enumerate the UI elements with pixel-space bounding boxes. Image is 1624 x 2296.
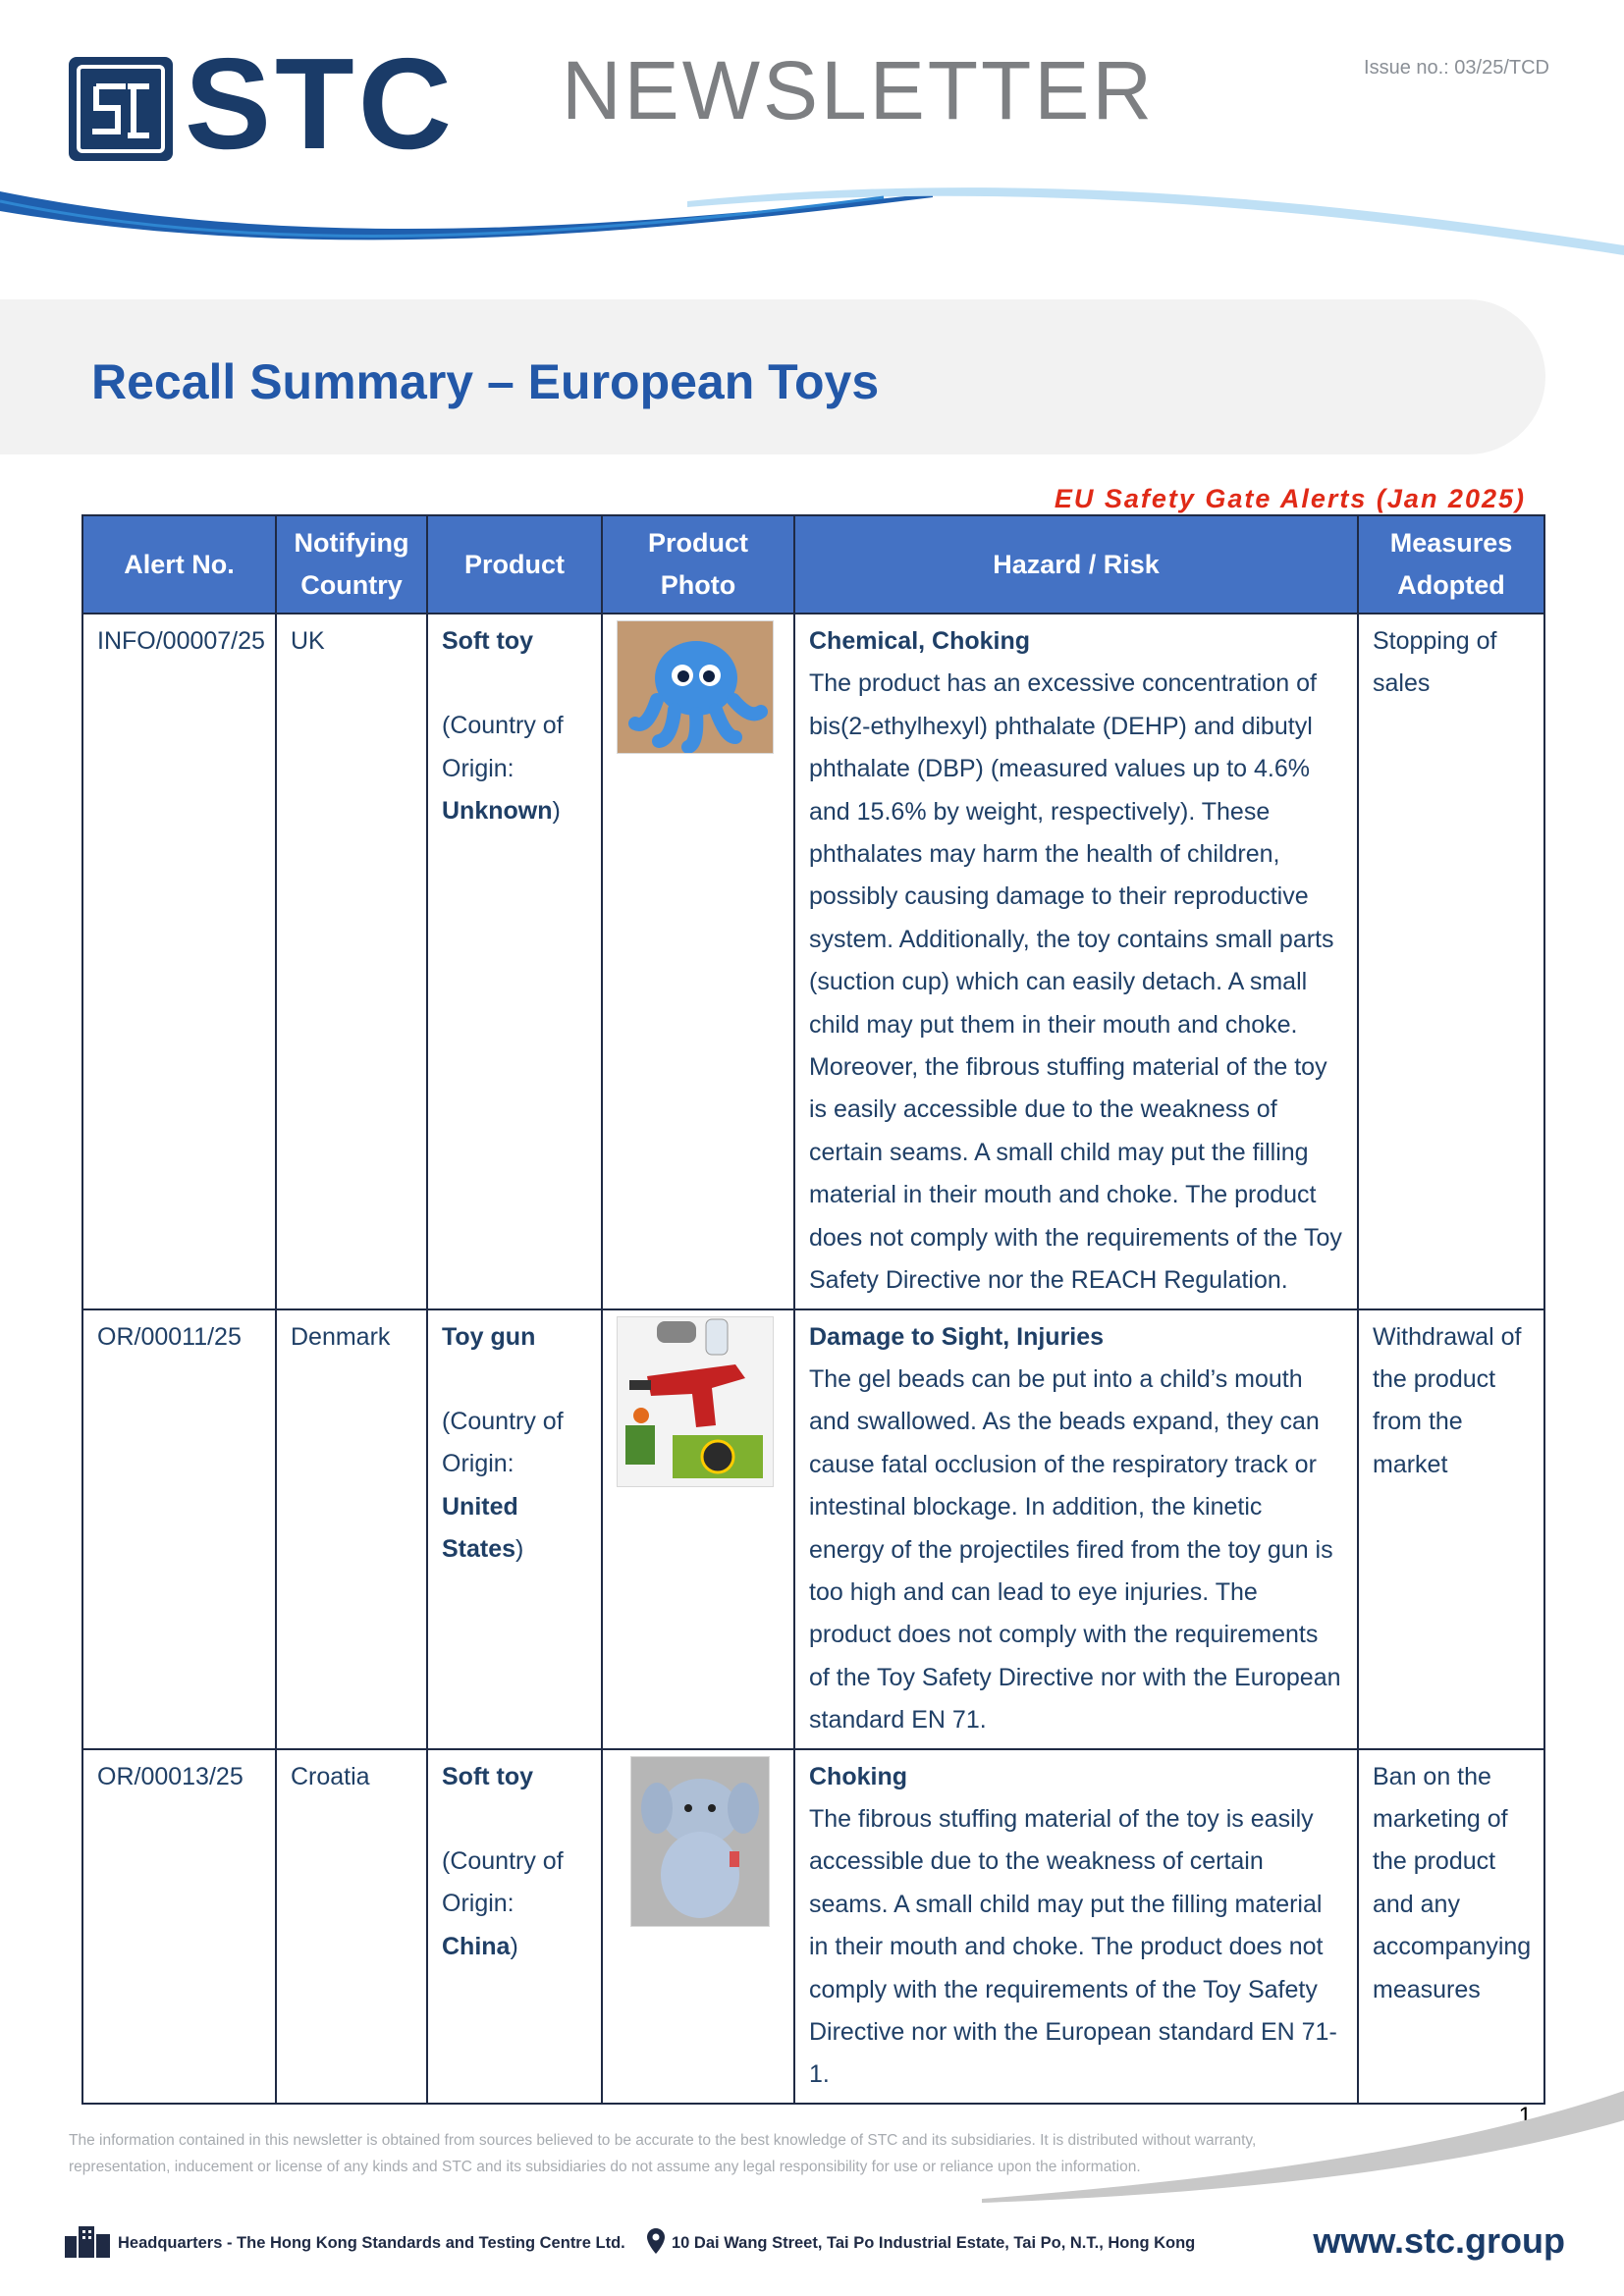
origin-close: ) [515, 1535, 524, 1564]
alerts-subtitle: EU Safety Gate Alerts (Jan 2025) [1054, 484, 1526, 513]
origin-label: (Country of Origin: [442, 712, 564, 782]
table-row [82, 1309, 1544, 1749]
page-title: Recall Summary – European Toys [91, 354, 880, 409]
origin-close: ) [510, 1932, 518, 1960]
hazard-title: Chemical, Choking [809, 627, 1031, 655]
product-cell [427, 1749, 602, 2104]
alert-no-cell: OR/00013/25 [82, 1749, 276, 2104]
blue-octopus-plush-photo-icon [617, 620, 774, 754]
header-notifying-country: Notifying Country [276, 515, 427, 614]
origin-value: China [442, 1932, 511, 1960]
hazard-cell [794, 1749, 1358, 2104]
photo-cell [602, 614, 794, 1309]
photo-cell [602, 1749, 794, 2104]
page-number: 1 [1518, 2103, 1532, 2129]
origin-close: ) [552, 797, 561, 826]
product-cell [427, 614, 602, 1309]
table-row [82, 1749, 1544, 2104]
address-text: 10 Dai Wang Street, Tai Po Industrial Estate, Tai Po, N.T., Hong Kong [672, 2234, 1196, 2252]
issue-number: Issue no.: 03/25/TCD [1364, 57, 1549, 79]
product-cell [427, 1309, 602, 1749]
disclaimer-text: The information contained in this newsletter is obtained from sources believed to be accurate to the best knowledge of STC and its subsidiaries. It is distributed without warranty, representation, inducement or license of any kinds and STC and its subsidiaries do not assume any legal responsibility for use or reliance upon the information. [69, 2132, 1257, 2175]
product-name: Soft toy [442, 627, 534, 655]
website-link[interactable]: www.stc.group [1313, 2220, 1565, 2261]
hazard-title: Choking [809, 1762, 907, 1790]
header-product-photo: Product Photo [602, 515, 794, 614]
country-cell: Denmark [276, 1309, 427, 1749]
product-name: Soft toy [442, 1762, 534, 1790]
header-swoosh-icon [0, 172, 1624, 260]
measures-cell: Withdrawal of the product from the market [1358, 1309, 1544, 1749]
country-cell: UK [276, 614, 427, 1309]
recall-table [81, 514, 1545, 2105]
origin-label: (Country of Origin: [442, 1846, 564, 1918]
hazard-description: The gel beads can be put into a child’s mouth and swallowed. As the beads expand, they can cause fatal occlusion of the respiratory track or intestinal blockage. In addition, the kinetic energy of the projectiles fired from the toy gun is too high and can lead to eye injuries. The product does not comply with the requirements of the Toy Safety Directive nor with the European standard EN 71. [809, 1364, 1341, 1735]
origin-label: (Country of Origin: [442, 1407, 564, 1478]
alert-no-cell: INFO/00007/25 [82, 614, 276, 1309]
header-alert-no: Alert No. [82, 515, 276, 614]
stc-logo-text: STC [185, 31, 456, 176]
origin-value: Unknown [442, 797, 553, 826]
blue-elephant-plush-photo-icon [630, 1756, 770, 1927]
product-name: Toy gun [442, 1322, 536, 1351]
header-hazard-risk: Hazard / Risk [794, 515, 1358, 614]
location-pin-icon [647, 2228, 665, 2254]
hazard-title: Damage to Sight, Injuries [809, 1322, 1105, 1351]
measures-cell: Ban on the marketing of the product and any accompanying measures [1358, 1749, 1544, 2104]
header-measures-adopted: Measures Adopted [1358, 515, 1544, 614]
hazard-description: The fibrous stuffing material of the toy is easily accessible due to the weakness of certain seams. A small child may put the filling material in their mouth and choke. The product does not comply with the requirements of the Toy Safety Directive nor with the European standard EN 71-1. [809, 1804, 1337, 2089]
stc-logo-mark-icon [69, 57, 173, 161]
country-cell: Croatia [276, 1749, 427, 2104]
newsletter-heading: NEWSLETTER [562, 44, 1156, 136]
hazard-cell [794, 1309, 1358, 1749]
header-product: Product [427, 515, 602, 614]
headquarters-text: Headquarters - The Hong Kong Standards and Testing Centre Ltd. [118, 2234, 625, 2252]
photo-cell [602, 1309, 794, 1749]
measures-cell: Stopping of sales [1358, 614, 1544, 1309]
table-header-row [82, 515, 1544, 614]
hazard-cell [794, 614, 1358, 1309]
gel-blaster-toy-gun-photo-icon [617, 1316, 774, 1487]
origin-value: United States [442, 1492, 518, 1564]
building-icon [63, 2224, 112, 2258]
hazard-description: The product has an excessive concentration of bis(2-ethylhexyl) phthalate (DEHP) and dibutyl phthalate (DBP) (measured values up to 4.6% and 15.6% by weight, respectively). These phthalates may harm the health of children, possibly causing damage to their reproductive system. Additionally, the toy contains small parts (suction cup) which can easily detach. A small child may put them in their mouth and choke. Moreover, the fibrous stuffing material of the toy is easily accessible due to the weakness of certain seams. A small child may put the filling material in their mouth and choke. The product does not comply with the requirements of the Toy Safety Directive nor the REACH Regulation. [809, 669, 1342, 1295]
table-row [82, 614, 1544, 1309]
alert-no-cell: OR/00011/25 [82, 1309, 276, 1749]
footer [63, 2220, 1565, 2260]
